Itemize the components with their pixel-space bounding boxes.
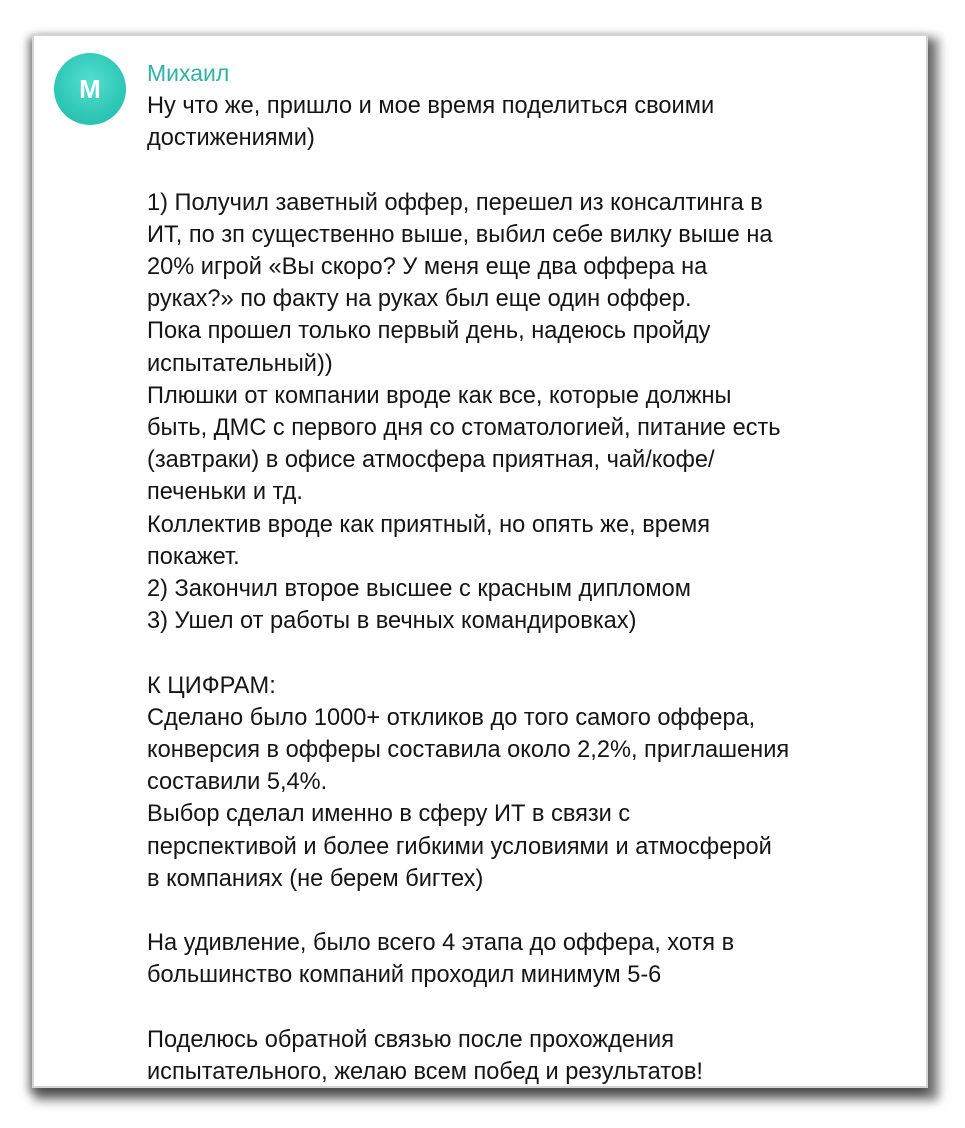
sender-name[interactable]: Михаил: [147, 60, 230, 86]
message-line: в компаниях (не берем бигтех): [147, 865, 484, 892]
message-line: составили 5,4%.: [147, 769, 328, 796]
message-line: Выбор сделал именно в сферу ИТ в связи с: [147, 801, 631, 828]
message-line: ИТ, по зп существенно выше, выбил себе вилку выше на: [147, 221, 773, 248]
message-line: (завтраки) в офисе атмосфера приятная, чай/кофе/: [147, 447, 715, 474]
message-line: [147, 154, 917, 186]
message-line: Сделано было 1000+ откликов до того самого оффера,: [147, 704, 756, 731]
message-line: [147, 637, 917, 669]
message-line: достижениями): [147, 125, 315, 152]
message-line: печеньки и тд.: [147, 479, 303, 506]
avatar-initial: М: [79, 74, 101, 104]
message-line: [147, 895, 917, 927]
message-line: 20% игрой «Вы скоро? У меня еще два оффера на: [147, 254, 708, 280]
message-line: 1) Получил заветный оффер, перешел из консалтинга в: [147, 189, 763, 216]
message-line: конверсия в офферы составила около 2,2%, приглашения: [147, 737, 790, 764]
message-line: 3) Ушел от работы в вечных командировках): [147, 608, 637, 635]
message-card: [34, 36, 926, 1086]
message-line: покажет.: [147, 543, 240, 570]
message-line: испытательный)): [147, 350, 333, 377]
message-line: перспективой и более гибкими условиями и атмосферой: [147, 833, 772, 860]
message-line: Плюшки от компании вроде как все, которые должны: [147, 382, 732, 409]
message-line: [147, 992, 917, 1024]
message-line: Пока прошел только первый день, надеюсь пройду: [147, 318, 711, 345]
message-line: большинство компаний проходил минимум 5-6: [147, 962, 662, 989]
message-line: К ЦИФРАМ:: [147, 672, 276, 699]
message-text: [147, 90, 917, 1088]
avatar[interactable]: [54, 53, 126, 125]
message-line: Ну что же, пришло и мое время поделиться своими: [147, 93, 715, 119]
message-line: Поделюсь обратной связью после прохождения: [147, 1026, 674, 1053]
message-line: Коллектив вроде как приятный, но опять же, время: [147, 511, 710, 538]
message-line: На удивление, было всего 4 этапа до оффера, хотя в: [147, 930, 735, 957]
message-line: руках?» по факту на руках был еще один оффер.: [147, 286, 692, 313]
message-line: 2) Закончил второе высшее с красным дипломом: [147, 576, 691, 603]
message-line: быть, ДМС с первого дня со стоматологией, питание есть: [147, 415, 781, 442]
message-line: испытательного, желаю всем побед и результатов!: [147, 1059, 703, 1086]
